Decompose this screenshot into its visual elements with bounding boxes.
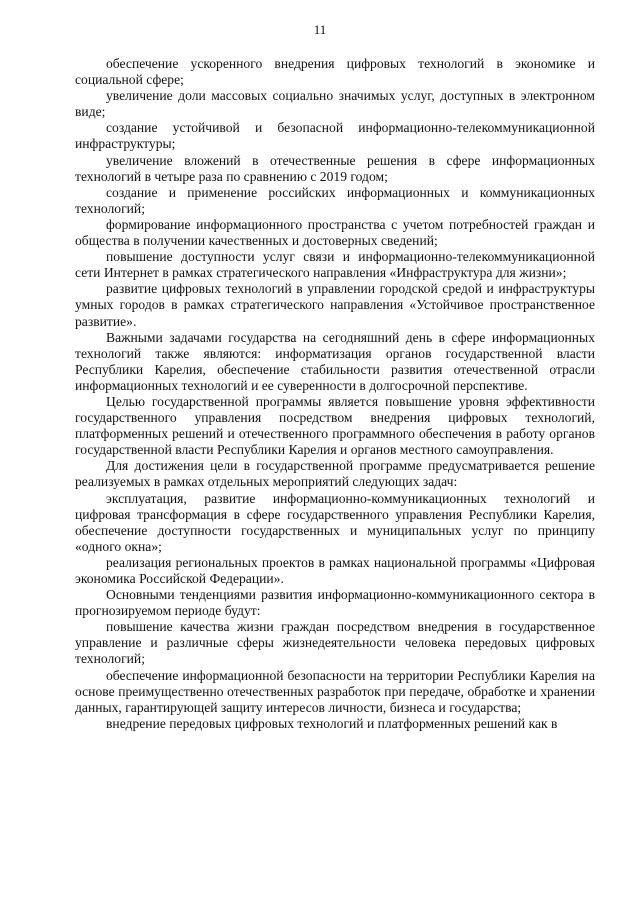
document-body (75, 56, 595, 732)
paragraph: внедрение передовых цифровых технологий и платформенных решений как в (106, 715, 558, 731)
paragraph: реализация региональных проектов в рамках национальной программы «Цифровая экономика Российской Федерации». (75, 554, 595, 586)
page-number: 11 (313, 22, 327, 37)
paragraph: обеспечение ускоренного внедрения цифровых технологий в экономике и социальной сфере; (75, 56, 595, 88)
paragraph: Целью государственной программы является повышение уровня эффективности государственного управления посредством внедрения цифровых технологий, платформенных решений и отечественного программного обеспечения в работу органов государственной власти Республики Карелия и органов местного самоуправления. (75, 393, 595, 458)
paragraph: увеличение доли массовых социально значимых услуг, доступных в электронном виде; (75, 88, 595, 120)
paragraph: формирование информационного пространства с учетом потребностей граждан и общества в получении качественных и достоверных сведений; (75, 216, 595, 249)
paragraph: обеспечение информационной безопасности на территории Республики Карелия на основе преимущественно отечественных разработок при передаче, обработке и хранении данных, гарантирующей защиту интересов личности, бизнеса и государства; (75, 667, 595, 715)
paragraph: повышение доступности услуг связи и информационно-телекоммуникационной сети Интернет в рамках стратегического направления «Инфраструктура для жизни»; (75, 249, 595, 281)
paragraph: увеличение вложений в отечественные решения в сфере информационных технологий в четыре раза по сравнению с 2019 годом; (75, 152, 595, 184)
paragraph: развитие цифровых технологий в управлении городской средой и инфраструктуры умных городов в рамках стратегического направления «Устойчивое пространственное развитие». (75, 281, 595, 329)
paragraph: Для достижения цели в государственной программе предусматривается решение реализуемых в рамках отдельных мероприятий следующих задач: (75, 458, 595, 490)
paragraph: повышение качества жизни граждан посредством внедрения в государственное управление и различные сферы жизнедеятельности человека передовых цифровых технологий; (75, 619, 595, 667)
paragraph: Основными тенденциями развития информационно-коммуникационного сектора в прогнозируемом периоде будут: (75, 587, 595, 619)
paragraph: создание и применение российских информационных и коммуникационных технологий; (75, 184, 595, 216)
paragraph: Важными задачами государства на сегодняшний день в сфере информационных технологий также являются: информатизация органов государственной власти Республики Карелия, обеспечение стабильности развития отечественной отрасли информационных технологий и ее суверенности в долгосрочной перспективе. (75, 329, 595, 393)
paragraph: создание устойчивой и безопасной информационно-телекоммуникационной инфраструктуры; (75, 120, 595, 152)
paragraph: эксплуатация, развитие информационно-коммуникационных технологий и цифровая трансформация в сфере государственного управления Республики Карелия, обеспечение доступности государственных и муниципальных услуг по принципу «одного окна»; (75, 490, 595, 554)
